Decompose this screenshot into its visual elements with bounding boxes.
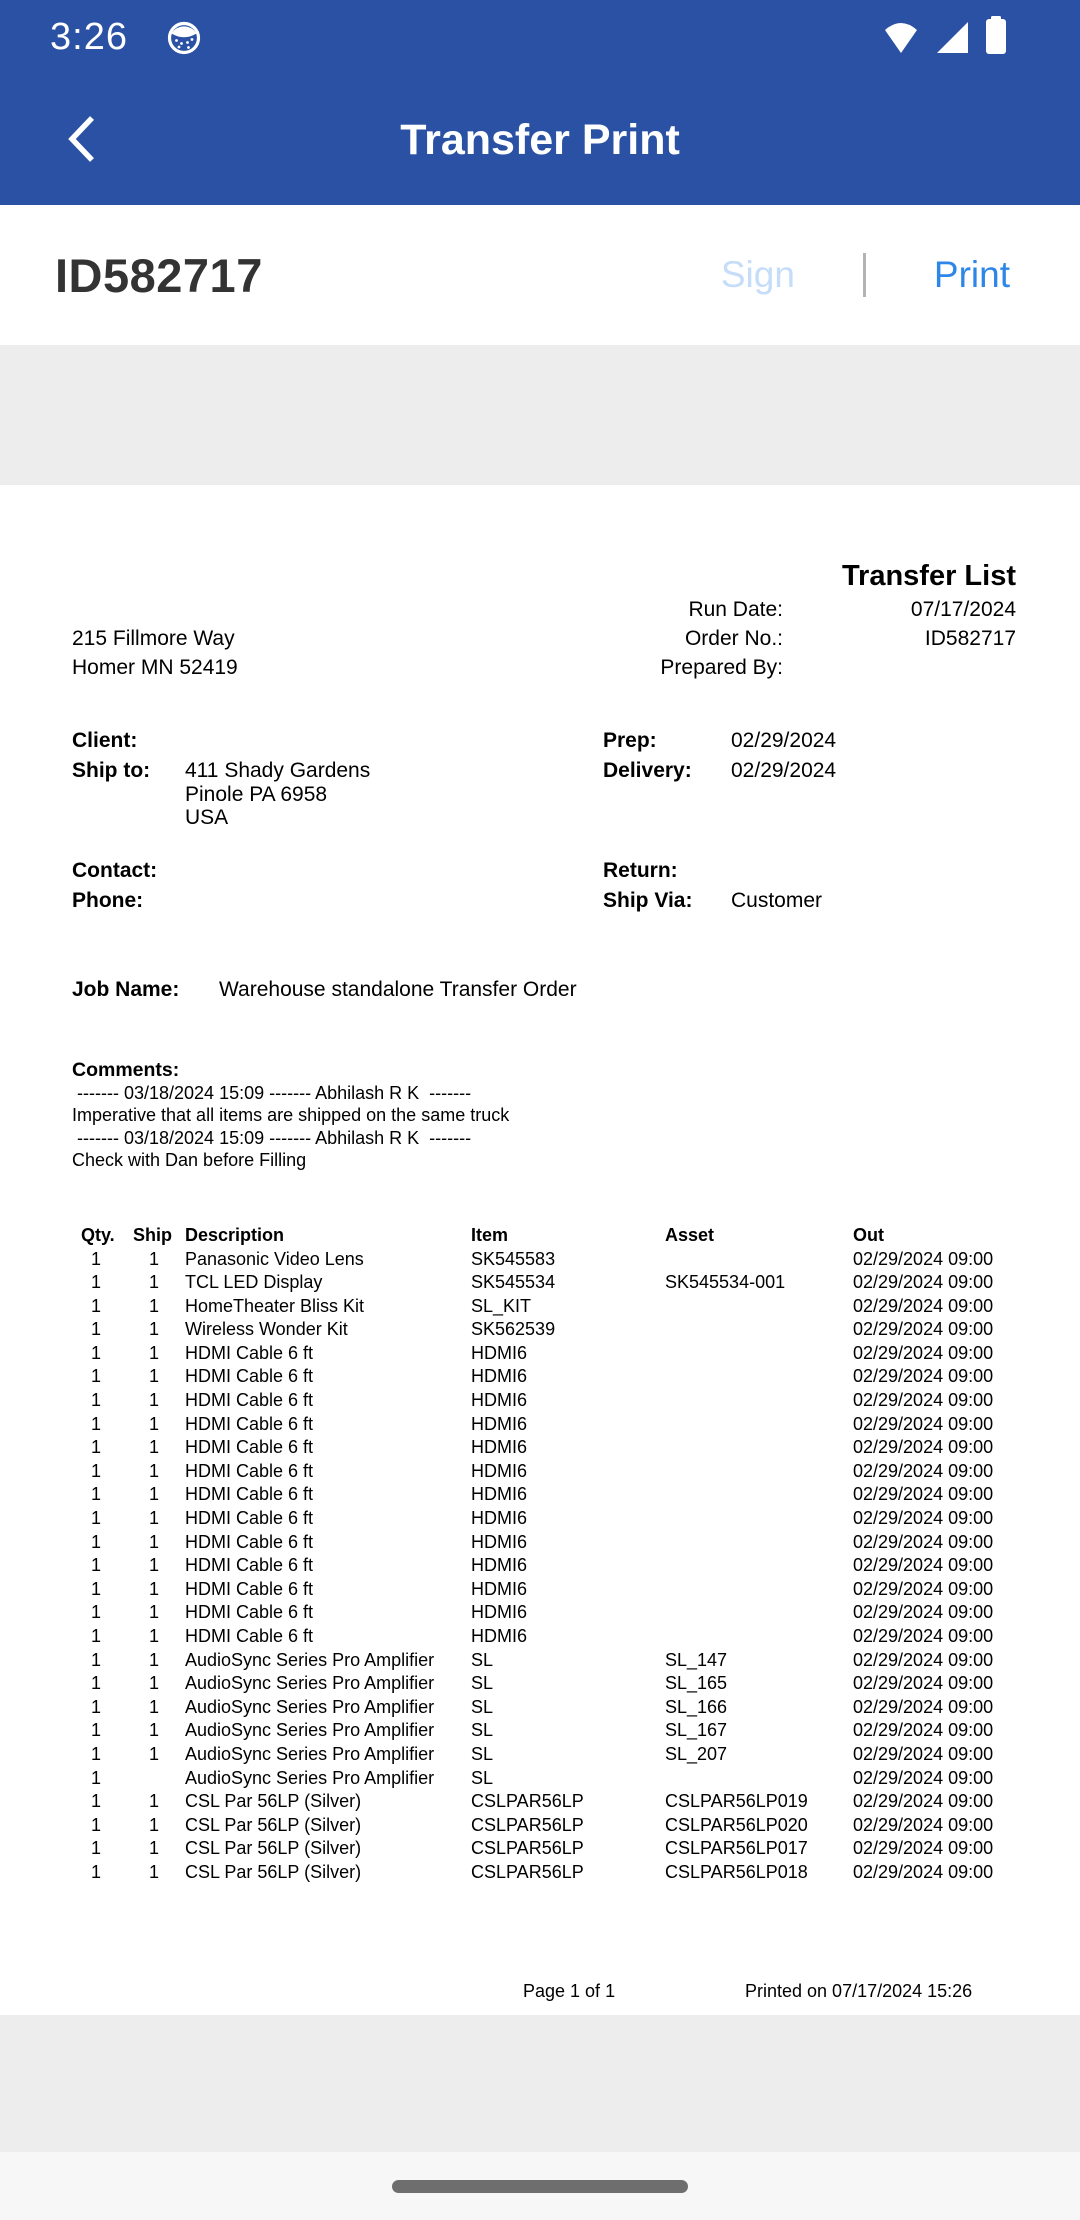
cell-out: 02/29/2024 09:00 <box>853 1555 994 1576</box>
table-row <box>78 1649 1040 1673</box>
table-row <box>78 1531 1040 1555</box>
prepared-by-label: Prepared By: <box>660 656 783 679</box>
document-preview[interactable] <box>0 345 1080 2152</box>
client-section <box>0 726 1080 830</box>
cell-item: SL <box>471 1720 494 1741</box>
cell-asset <box>665 1578 853 1602</box>
cell-asset <box>665 1318 853 1342</box>
contact-value <box>185 856 603 886</box>
table-row <box>78 1578 1040 1602</box>
cell-description: HDMI Cable 6 ft <box>185 1460 314 1481</box>
cell-ship: 1 <box>149 1295 160 1316</box>
company-address-line: 215 Fillmore Way <box>72 627 235 650</box>
table-row <box>78 1837 1040 1861</box>
cell-item: SL <box>471 1696 494 1717</box>
cell-asset: CSLPAR56LP018 <box>665 1861 808 1882</box>
cell-ship: 1 <box>149 1626 160 1646</box>
cell-out: 02/29/2024 09:00 <box>853 1413 994 1434</box>
items-table <box>0 1222 1080 1885</box>
cell-asset <box>665 1248 853 1272</box>
company-address-line: Homer MN 52419 <box>72 656 238 679</box>
table-row <box>78 1625 1040 1649</box>
table-row <box>78 1295 1040 1319</box>
cell-item: CSLPAR56LP <box>471 1814 584 1835</box>
cell-out: 02/29/2024 09:00 <box>853 1791 994 1812</box>
cell-description: HDMI Cable 6 ft <box>185 1484 314 1505</box>
face-notification-icon <box>166 20 202 56</box>
cell-out: 02/29/2024 09:00 <box>853 1437 994 1458</box>
table-row <box>78 1318 1040 1342</box>
cell-ship: 1 <box>149 1673 160 1694</box>
cell-item: HDMI6 <box>471 1602 528 1623</box>
ship-via-value: Customer <box>731 888 823 912</box>
table-row <box>78 1554 1040 1578</box>
cell-asset <box>665 1483 853 1507</box>
cell-out: 02/29/2024 09:00 <box>853 1767 994 1788</box>
items-table-body <box>78 1248 1040 1885</box>
cell-asset <box>665 1389 853 1413</box>
cell-qty: 1 <box>91 1814 102 1835</box>
cell-item: HDMI6 <box>471 1390 528 1411</box>
cell-out: 02/29/2024 09:00 <box>853 1342 994 1363</box>
cell-item: HDMI6 <box>471 1508 528 1529</box>
cell-description: HDMI Cable 6 ft <box>185 1366 314 1387</box>
cell-qty: 1 <box>91 1248 102 1269</box>
cell-ship: 1 <box>149 1460 160 1481</box>
cell-description: HDMI Cable 6 ft <box>185 1531 314 1552</box>
wifi-icon <box>882 19 920 60</box>
cell-item: CSLPAR56LP <box>471 1791 584 1812</box>
cell-qty: 1 <box>91 1626 102 1646</box>
order-id: ID582717 <box>55 248 263 302</box>
cell-out: 02/29/2024 09:00 <box>853 1602 994 1623</box>
cell-qty: 1 <box>91 1696 102 1717</box>
table-row <box>78 1767 1040 1791</box>
job-name-label: Job Name: <box>72 977 180 1001</box>
job-name-value: Warehouse standalone Transfer Order <box>219 977 577 1001</box>
cell-out: 02/29/2024 09:00 <box>853 1626 994 1646</box>
table-row <box>78 1790 1040 1814</box>
table-row <box>78 1696 1040 1720</box>
action-bar <box>0 205 1080 345</box>
cell-asset: CSLPAR56LP017 <box>665 1838 808 1859</box>
preview-margin-bottom <box>0 2015 1080 2152</box>
cell-out: 02/29/2024 09:00 <box>853 1696 994 1717</box>
delivery-value: 02/29/2024 <box>731 759 837 782</box>
cell-qty: 1 <box>91 1838 102 1859</box>
cell-ship: 1 <box>149 1814 160 1835</box>
cell-out: 02/29/2024 09:00 <box>853 1861 994 1882</box>
cell-qty: 1 <box>91 1578 102 1599</box>
cell-item: HDMI6 <box>471 1437 528 1458</box>
cell-ship: 1 <box>149 1838 160 1859</box>
cell-item: CSLPAR56LP <box>471 1838 584 1859</box>
cell-qty: 1 <box>91 1366 102 1387</box>
cell-description: TCL LED Display <box>185 1272 323 1293</box>
cell-out: 02/29/2024 09:00 <box>853 1508 994 1529</box>
table-row <box>78 1460 1040 1484</box>
app-bar <box>0 75 1080 205</box>
cell-qty: 1 <box>91 1460 102 1481</box>
cell-description: CSL Par 56LP (Silver) <box>185 1791 362 1812</box>
cell-description: HDMI Cable 6 ft <box>185 1555 314 1576</box>
back-button[interactable] <box>52 110 112 170</box>
cell-description: HDMI Cable 6 ft <box>185 1602 314 1623</box>
page-title: Transfer Print <box>400 115 680 164</box>
cell-asset <box>665 1413 853 1437</box>
battery-icon <box>984 15 1008 60</box>
cell-item: HDMI6 <box>471 1626 528 1646</box>
cell-out: 02/29/2024 09:00 <box>853 1484 994 1505</box>
table-row <box>78 1413 1040 1437</box>
cell-qty: 1 <box>91 1531 102 1552</box>
cell-qty: 1 <box>91 1272 102 1293</box>
cell-description: CSL Par 56LP (Silver) <box>185 1838 362 1859</box>
cell-item: HDMI6 <box>471 1578 528 1599</box>
cell-item: SL <box>471 1767 494 1788</box>
table-header-row <box>78 1222 1040 1248</box>
cell-description: AudioSync Series Pro Amplifier <box>185 1649 435 1670</box>
cell-qty: 1 <box>91 1437 102 1458</box>
cell-ship: 1 <box>149 1578 160 1599</box>
column-header-ship: Ship <box>133 1224 172 1245</box>
cell-qty: 1 <box>91 1649 102 1670</box>
cell-description: AudioSync Series Pro Amplifier <box>185 1767 435 1788</box>
cell-item: HDMI6 <box>471 1555 528 1576</box>
cell-asset <box>665 1365 853 1389</box>
column-header-item: Item <box>471 1224 509 1245</box>
cell-out: 02/29/2024 09:00 <box>853 1272 994 1293</box>
cell-description: CSL Par 56LP (Silver) <box>185 1814 362 1835</box>
cell-qty: 1 <box>91 1861 102 1882</box>
cell-asset <box>665 1460 853 1484</box>
cell-qty: 1 <box>91 1484 102 1505</box>
preview-margin-top <box>0 345 1080 485</box>
table-row <box>78 1389 1040 1413</box>
cell-asset <box>665 1625 853 1649</box>
column-header-out: Out <box>853 1224 884 1245</box>
cell-description: HDMI Cable 6 ft <box>185 1626 314 1646</box>
cell-description: AudioSync Series Pro Amplifier <box>185 1720 435 1741</box>
cell-item: SK545583 <box>471 1248 556 1269</box>
cell-qty: 1 <box>91 1508 102 1529</box>
cell-ship: 1 <box>149 1743 160 1764</box>
cell-description: HDMI Cable 6 ft <box>185 1413 314 1434</box>
cell-ship: 1 <box>149 1413 160 1434</box>
cell-out: 02/29/2024 09:00 <box>853 1578 994 1599</box>
client-value <box>185 726 603 756</box>
cell-description: Panasonic Video Lens <box>185 1248 364 1269</box>
cell-ship: 1 <box>149 1720 160 1741</box>
table-row <box>78 1436 1040 1460</box>
cell-description: HDMI Cable 6 ft <box>185 1508 314 1529</box>
cell-ship: 1 <box>149 1531 160 1552</box>
cell-ship: 1 <box>149 1861 160 1882</box>
cell-description: HDMI Cable 6 ft <box>185 1390 314 1411</box>
cell-asset: SL_166 <box>665 1696 728 1717</box>
cell-asset <box>665 1342 853 1366</box>
comments-label: Comments: <box>72 1058 180 1081</box>
table-row <box>78 1271 1040 1295</box>
cell-out: 02/29/2024 09:00 <box>853 1460 994 1481</box>
cell-item: SK562539 <box>471 1319 556 1340</box>
cell-ship: 1 <box>149 1342 160 1363</box>
cell-asset: SL_167 <box>665 1720 728 1741</box>
prep-label: Prep: <box>603 729 657 752</box>
cell-description: Wireless Wonder Kit <box>185 1319 348 1340</box>
cell-asset: SL_147 <box>665 1649 728 1670</box>
cell-ship: 1 <box>149 1555 160 1576</box>
cell-ship: 1 <box>149 1319 160 1340</box>
cell-description: HomeTheater Bliss Kit <box>185 1295 365 1316</box>
page-number: Page 1 of 1 <box>523 1981 616 2001</box>
cell-item: HDMI6 <box>471 1366 528 1387</box>
table-row <box>78 1507 1040 1531</box>
cell-qty: 1 <box>91 1555 102 1576</box>
cell-out: 02/29/2024 09:00 <box>853 1720 994 1741</box>
cell-qty: 1 <box>91 1295 102 1316</box>
cell-item: SK545534 <box>471 1272 556 1293</box>
cell-asset: SK545534-001 <box>665 1272 786 1293</box>
cell-ship: 1 <box>149 1508 160 1529</box>
cell-signal-icon <box>934 19 970 60</box>
cell-description: AudioSync Series Pro Amplifier <box>185 1673 435 1694</box>
cell-qty: 1 <box>91 1791 102 1812</box>
table-row <box>78 1365 1040 1389</box>
prep-value: 02/29/2024 <box>731 729 837 752</box>
cell-out: 02/29/2024 09:00 <box>853 1838 994 1859</box>
cell-item: HDMI6 <box>471 1484 528 1505</box>
cell-qty: 1 <box>91 1342 102 1363</box>
table-row <box>78 1814 1040 1838</box>
ship-via-label: Ship Via: <box>603 888 693 912</box>
order-no-label: Order No.: <box>684 627 783 650</box>
cell-item: SL_KIT <box>471 1295 532 1316</box>
cell-qty: 1 <box>91 1673 102 1694</box>
table-row <box>78 1672 1040 1696</box>
cell-qty: 1 <box>91 1767 102 1788</box>
cell-asset: CSLPAR56LP020 <box>665 1814 808 1835</box>
cell-item: SL <box>471 1649 494 1670</box>
home-indicator[interactable] <box>392 2180 688 2193</box>
cell-out: 02/29/2024 09:00 <box>853 1248 994 1269</box>
table-row <box>78 1248 1040 1272</box>
comments-section <box>0 1058 1080 1172</box>
cell-description: AudioSync Series Pro Amplifier <box>185 1696 435 1717</box>
cell-ship: 1 <box>149 1272 160 1293</box>
column-header-asset: Asset <box>665 1224 715 1245</box>
phone-label: Phone: <box>72 888 144 912</box>
document-title: Transfer List <box>841 560 1016 592</box>
comment-line: ------- 03/18/2024 15:09 ------- Abhilash R K ------- <box>72 1082 472 1103</box>
clock: 3:26 <box>50 16 128 58</box>
cell-qty: 1 <box>91 1720 102 1741</box>
cell-ship: 1 <box>149 1484 160 1505</box>
cell-ship: 1 <box>149 1602 160 1623</box>
cell-out: 02/29/2024 09:00 <box>853 1743 994 1764</box>
cell-qty: 1 <box>91 1390 102 1411</box>
cell-asset: CSLPAR56LP019 <box>665 1791 808 1812</box>
cell-item: HDMI6 <box>471 1342 528 1363</box>
cell-item: HDMI6 <box>471 1460 528 1481</box>
table-row <box>78 1719 1040 1743</box>
cell-out: 02/29/2024 09:00 <box>853 1814 994 1835</box>
prepared-by-value <box>783 653 1016 682</box>
cell-asset <box>665 1436 853 1460</box>
table-row <box>78 1342 1040 1366</box>
return-value <box>731 856 1008 886</box>
cell-out: 02/29/2024 09:00 <box>853 1649 994 1670</box>
document-meta <box>0 595 1080 682</box>
cell-out: 02/29/2024 09:00 <box>853 1295 994 1316</box>
cell-ship: 1 <box>149 1390 160 1411</box>
chevron-left-icon <box>61 113 103 168</box>
client-label: Client: <box>72 729 138 752</box>
cell-item: SL <box>471 1743 494 1764</box>
return-label: Return: <box>603 858 678 882</box>
ship-to-label: Ship to: <box>72 759 151 782</box>
cell-description: HDMI Cable 6 ft <box>185 1342 314 1363</box>
cell-asset <box>665 1295 853 1319</box>
cell-ship: 1 <box>149 1696 160 1717</box>
cell-asset: SL_207 <box>665 1743 728 1764</box>
cell-qty: 1 <box>91 1602 102 1623</box>
comment-line: ------- 03/18/2024 15:09 ------- Abhilash R K ------- <box>72 1127 472 1148</box>
cell-qty: 1 <box>91 1413 102 1434</box>
cell-out: 02/29/2024 09:00 <box>853 1390 994 1411</box>
cell-item: HDMI6 <box>471 1531 528 1552</box>
page-footer <box>0 1981 1080 2005</box>
cell-out: 02/29/2024 09:00 <box>853 1319 994 1340</box>
cell-out: 02/29/2024 09:00 <box>853 1366 994 1387</box>
cell-ship: 1 <box>149 1649 160 1670</box>
contact-label: Contact: <box>72 858 158 882</box>
table-row <box>78 1743 1040 1767</box>
cell-ship: 1 <box>149 1366 160 1387</box>
comment-line: Imperative that all items are shipped on the same truck <box>72 1105 510 1125</box>
cell-out: 02/29/2024 09:00 <box>853 1673 994 1694</box>
cell-ship: 1 <box>149 1791 160 1812</box>
contact-section <box>0 856 1080 916</box>
cell-out: 02/29/2024 09:00 <box>853 1531 994 1552</box>
ship-to-address: 411 Shady Gardens Pinole PA 6958 USA <box>185 759 371 829</box>
cell-asset: SL_165 <box>665 1673 728 1694</box>
job-name-row <box>0 978 1080 1002</box>
table-row <box>78 1483 1040 1507</box>
column-header-description: Description <box>185 1224 285 1245</box>
delivery-label: Delivery: <box>603 759 692 782</box>
cell-qty: 1 <box>91 1743 102 1764</box>
cell-qty: 1 <box>91 1319 102 1340</box>
print-button[interactable]: Print <box>933 254 1010 295</box>
table-row <box>78 1601 1040 1625</box>
cell-ship <box>130 1767 185 1791</box>
cell-item: CSLPAR56LP <box>471 1861 584 1882</box>
cell-description: AudioSync Series Pro Amplifier <box>185 1743 435 1764</box>
action-divider <box>863 253 866 297</box>
column-header-qty: Qty. <box>81 1224 115 1245</box>
run-date-value: 07/17/2024 <box>910 598 1016 621</box>
cell-ship: 1 <box>149 1437 160 1458</box>
cell-asset <box>665 1507 853 1531</box>
printed-timestamp: Printed on 07/17/2024 15:26 <box>745 1981 973 2001</box>
cell-description: HDMI Cable 6 ft <box>185 1437 314 1458</box>
status-bar <box>0 0 1080 75</box>
cell-asset <box>665 1531 853 1555</box>
cell-item: SL <box>471 1673 494 1694</box>
cell-description: CSL Par 56LP (Silver) <box>185 1861 362 1882</box>
table-row <box>78 1861 1040 1885</box>
phone-value <box>185 886 603 916</box>
comments-lines <box>72 1082 1008 1172</box>
gesture-nav-bar <box>0 2152 1080 2220</box>
cell-description: HDMI Cable 6 ft <box>185 1578 314 1599</box>
cell-ship: 1 <box>149 1248 160 1269</box>
cell-asset <box>665 1601 853 1625</box>
run-date-label: Run Date: <box>688 598 783 621</box>
cell-asset <box>665 1554 853 1578</box>
order-no-value: ID582717 <box>924 627 1016 650</box>
cell-item: HDMI6 <box>471 1413 528 1434</box>
cell-asset <box>665 1767 853 1791</box>
comment-line: Check with Dan before Filling <box>72 1150 307 1170</box>
document-page <box>0 485 1080 2015</box>
sign-button[interactable]: Sign <box>720 254 795 295</box>
